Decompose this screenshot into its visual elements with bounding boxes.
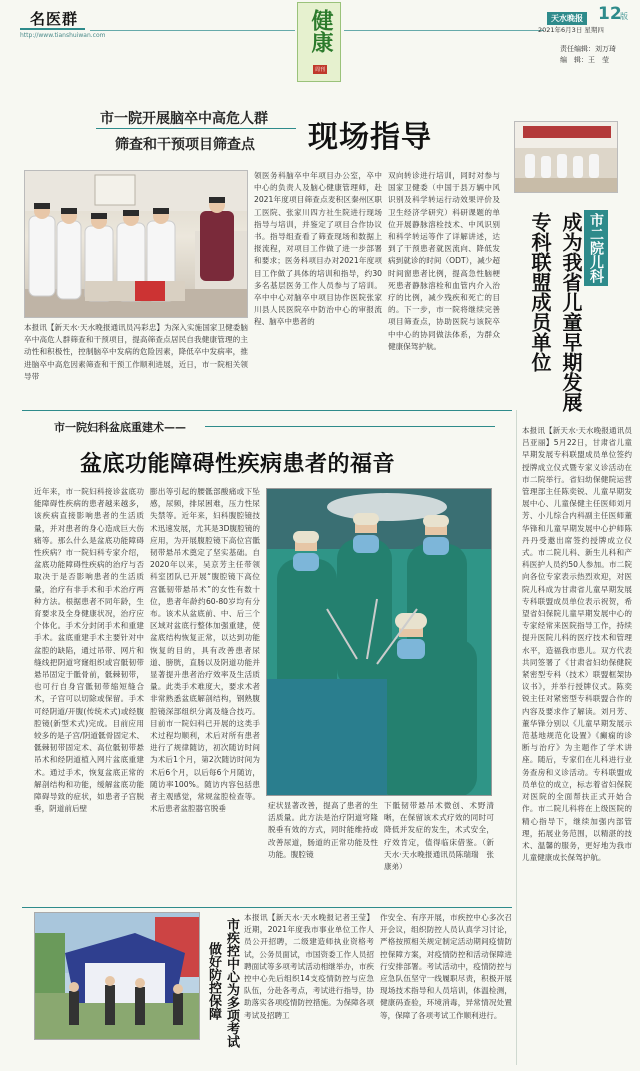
article3-body: 本报讯【新天水·天水晚报通讯员吕亚丽】5月22日，甘肃省儿童早期发展专科联盟成员单位签约授牌成立仪式暨专家义诊活动在市二院举行。省妇幼保健院运营管理部主任陈奕锐、儿童早期发展中心、儿童保健主任医师刘月芳、小儿综合内科副主任医师董华锋和儿童早期发展中心护师陈丹丹受邀出席签约授牌成立仪式。市二院儿科、新生儿科和产科医护人员约50人参加。市二院向各位专家表示热烈欢迎，对医院儿科成为甘肃省儿童早期发展专科联盟成员单位表示祝贺，希望省妇保院儿童早期发展中心的专家经常来医院指导工作，持续提升医院儿科的医疗技术和管理水平，造福我市患儿。双方代表共同签署了《甘肃省妇幼保健院紧密型专科（技术）联盟框架协议书》，并举行授牌仪式。陈奕锐主任对紧密型专科联盟合作的内容及要求作了解读。刘月芳、董华锋分别以《儿童早期发展示范基地规范化设置》《癫痫的诊断与治疗》为主题作了学术讲座。随后，专家们在儿科进行业务查房和义诊活动。专科联盟成员单位的成立，标志着省妇保院对医院的全面帮扶正式开始合作。市二院儿科将在上级医院的精心指导下，继续加强内部管理，拓展业务范围，以精湛的技术、温馨的服务，更好地为我市儿童健康成长保驾护航。 (522, 426, 632, 863)
article1-headline-main: 现场指导 (308, 120, 432, 155)
article3-photo-scene (515, 122, 618, 193)
article2-col2: 膨出等引起的腰骶部酸痛或下坠感，尿频，排尿困难，压力性尿失禁等。近年来，妇科腹腔镜技术迅速发展，尤其是3D腹腔镜的应用，为开展腹腔镜下高位宫骶韧带悬吊术奠定了坚实基础。自2020年以来，吴京芳主任带领科室团队已开展“腹腔镜下高位宫骶韧带悬吊术”的女性有数十位，患者年龄约60-80岁均有分布。该术从盆底前、中、后三个区域对盆底行整体加强重建，使盆底结构恢复正常，以达到功能恢复的目的，具有改善患者尿道、膀胱，直肠以及阴道功能并显著提升患者治疗效率及生活质量。此类手术难度大，要求术者非常熟悉盆底解剖结构，钢熟腹腔镜深部组织分离及缝合技巧。目前市一院妇科已开展的这类手术过程均顺利，术后对所有患者进行了规律随访，初次随访时间为术后1个月，第2次随访时间为术后6个月，以后每6个月随访，随访率100%。随访内容包括患者主观感觉，常规盆腔检查等。术后患者盆腔器官脱垂 (150, 487, 260, 814)
article1-col3: 双向转诊进行培训，同时对参与国家卫健委（中国于县万辆中风识别及科学转运行动效果评价及卫生经济学研究）科研课题的单位开展静脉溶栓技术、中风识别和科学转运等作了详解讲述，达到了干预患者就医流向、降低发病到就诊的时间（ODT），减少超时间窗患者比例，提高急性脑梗死患者静脉溶栓和血管内介入治疗的比例，减少残疾和死亡的目的。下一步，市一院将继续完善项目筛查点，协助医院与该院卒中中心的协同做法体系，为群众健康保驾护航。 (388, 171, 500, 351)
article4-top-rule (22, 907, 512, 908)
article2-photo (266, 488, 492, 796)
article2-headline: 盆底功能障碍性疾病患者的福音 (80, 451, 396, 477)
article2-col4: 下骶韧带悬吊术微创、术野清晰，在保留该术式疗效的同时可降低并发症的发生，术式安全，疗效肯定，值得临床借鉴。（新天水·天水晚报通讯员陈瑞瑞 张康弟） (384, 801, 494, 872)
article1-photo (24, 170, 248, 318)
article2-col1: 近年来，市一院妇科接诊盆底功能障碍性疾病的患者越来越多，该疾病直接影响患者的生活质量，并对患者的身心造成巨大伤痛等。那么什么是盆底功能障碍性疾病？市一院妇科专家介绍，盆底功能障碍性疾病的治疗与否取决于是否影响患者的生活质量，治疗有非手术和手术治疗两种方法。根据患者不同年龄，生育要求及全身健康状况，治疗应个体化。手术分封闭手术和重建手术。盆底重建手术主要针对中盆腔的缺陷，通过吊带、网片和缝线把阴道穹窿组织或宫骶韧带悬吊固定于骶骨前，骶棘韧带，也可行自身宫骶韧带缩短缝合术，子宫可以切除或保留。手术可经阴道/开腹(传统术式)或经腹腔镜(新型术式)完成。目前应用较多的是子宫/阴道骶骨固定术、骶棘韧带固定术、高位骶韧带悬吊术和经阴道植入网片盆底重建术。通过手术，恢复盆底正常的解剖结构和功能，缓解盆底功能障碍导致的症状，如患者子宫脱垂，阴道前后壁 (34, 487, 144, 814)
page-unit: 版 (620, 12, 628, 21)
article1-col2: 领医务科脑卒中年项目办公室，卒中中心的负责人及脑心健康管理师，赴2021年度项目筛查点麦积区秦州区职工医院、张家川四方社生院进行现场指导与培训，并鉴定了项目合作协议书。指导组查看了筛查现场和数据上报流程，对项目工作做了进一步部署和要求；医务科项目办对2021年度项目工作做了具体的培训和指导，约30多名基层医务工作人员参与了培训。卒中中心对脑卒中项目协作医院张家川县人民医院卒中防治中心的审报流程、脑卒中患者的 (254, 171, 382, 327)
article2-photo-scene (267, 489, 492, 796)
article1-headline-rule (96, 128, 296, 129)
date-line: 2021年6月3日 星期四 (538, 26, 604, 34)
channel-title: 健康 (308, 9, 334, 53)
editor-line-2: 编 辑：王 莹 (560, 56, 609, 64)
article1-headline-1: 市一院开展脑卒中高危人群 (100, 111, 268, 127)
channel-tag: 周刊 (315, 67, 326, 73)
article2-kicker-rule (205, 426, 495, 427)
article3-photo (514, 121, 618, 193)
article1-col1: 本报讯【新天水·天水晚报通讯员冯彩忠】为深入实施国家卫健委脑卒中高危人群筛查和干预项目，提高筛查点居民自我健康管理的主动性和积极性，控制脑卒中发病的危险因素，降低卒中发病率，推进脑卒中高危因素筛查和干预工作顺利进展，近日，市一院相关领导带 (24, 323, 248, 381)
article4-col1: 本报讯【新天水·天水晚报记者王莹】近期，2021年度我市事业单位工作人员公开招聘，二级建造师执业资格考试，公务员面试，市国资委工作人员招聘面试等多项考试活动相继举办，市疾控中心先后组织14支疫情防控与应急队伍，分赴各考点，考试进行指导，协助落实各项疫情防控措施。为保障各项考试及招聘工 (244, 913, 374, 1020)
right-column-divider (516, 410, 517, 1065)
masthead (0, 0, 640, 73)
top-rule-right (344, 30, 544, 31)
paper-name: 天水晚报 (547, 12, 587, 25)
channel-box (297, 2, 341, 82)
article4-photo-scene (35, 913, 200, 1040)
article4-col2: 作安全、有序开展，市疾控中心多次召开会议，组织防控人员认真学习讨论，严格按照相关规定制定活动期间疫情防控保障方案，对疫情防控和活动保障进行安排部署。考试活动中，疫情防控与应急队伍坚守一线履职尽责，积极开展现场技术指导和人员培训，体温检测，健康码查验，环境消毒，异常情况处置等，保障了各项考试工作顺利进行。 (380, 913, 512, 1020)
top-rule-left (90, 30, 295, 31)
article3-subtitle: 市二院儿科 (584, 210, 608, 286)
article4-headline-2: 做好防控保障 (206, 942, 221, 1020)
article2-top-rule (22, 410, 512, 411)
article3-headline-line2: 专科联盟成员单位 (528, 212, 552, 372)
section-underline (20, 28, 85, 30)
article2-col3: 症状显著改善，提高了患者的生活质量。此方法是治疗阴道穹隆脱垂有效的方式，同时能维持或改善尿道，肠道的正常功能及性功能。腹腔镜 (268, 801, 378, 859)
editor-line: 责任编辑：刘万琦 (560, 45, 616, 53)
article3-headline-line1: 成为我省儿童早期发展 (559, 212, 583, 412)
site-url: http://www.tianshuiwan.com (20, 32, 106, 39)
article4-photo (34, 912, 200, 1040)
article1-photo-scene (25, 171, 248, 318)
page-number: 12 (598, 4, 622, 24)
article2-kicker: 市一院妇科盆底重建术—— (54, 421, 186, 434)
article1-headline-2: 筛查和干预项目筛查点 (115, 137, 255, 153)
section-name: 名医群 (30, 10, 79, 28)
article4-headline: 市疾控中心为多项考试 (224, 918, 239, 1048)
